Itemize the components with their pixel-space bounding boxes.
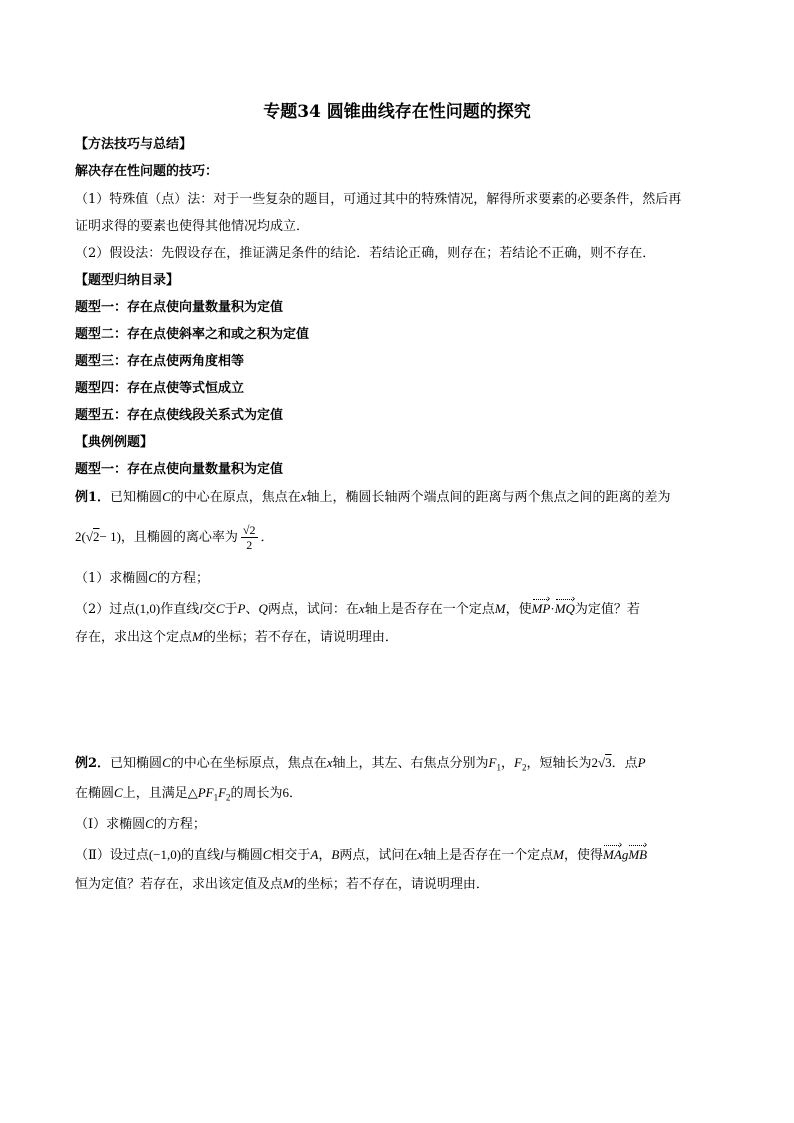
method-1-line-1: （1）特殊值（点）法：对于一些复杂的题目，可通过其中的特殊情况，解得所求要素的必要条件，然后再 xyxy=(75,192,682,207)
math-point: (−1,0) xyxy=(148,847,182,862)
text: 的直线 xyxy=(181,848,221,863)
text: ，使得 xyxy=(564,848,604,863)
example-1-label: 例1． xyxy=(75,490,111,505)
math-g: g xyxy=(621,847,629,862)
math-point: (1,0) xyxy=(135,601,161,616)
method-1-line-2: 证明求得的要素也使得其他情况均成立． xyxy=(75,219,310,234)
text: 轴上是否存在一个定点 xyxy=(364,602,495,617)
example-2-q1 xyxy=(75,815,206,834)
example-1-line-2 xyxy=(75,522,274,553)
subscript: 2 xyxy=(226,792,231,803)
type-item-1: 题型一：存在点使向量数量积为定值 xyxy=(75,300,284,315)
text: ，使 xyxy=(505,602,532,617)
text: 于 xyxy=(224,602,238,617)
math-C: C xyxy=(162,489,171,504)
text: 两点，试问在 xyxy=(339,848,418,863)
text: ， xyxy=(501,756,515,771)
math-two: 2 xyxy=(591,755,598,770)
example-2-line-2 xyxy=(75,784,302,807)
math-F: F xyxy=(218,785,227,800)
fraction-numerator: √2 xyxy=(242,523,256,537)
text: 两点，试问：在 xyxy=(267,602,359,617)
example-2-label: 例2． xyxy=(75,756,111,771)
example-2-line-1 xyxy=(75,754,646,777)
math-x: x xyxy=(326,755,333,770)
math-C: C xyxy=(114,785,123,800)
text: （2）过点 xyxy=(75,602,136,617)
subscript: 2 xyxy=(521,762,527,773)
eccentricity-fraction xyxy=(241,523,258,552)
math-radicand: 2 xyxy=(92,529,100,544)
subscript: 1 xyxy=(213,792,219,803)
math-F2: F xyxy=(514,755,522,770)
sqrt-symbol: √ xyxy=(597,755,606,770)
subscript: 1 xyxy=(496,762,501,773)
math-PF: PF xyxy=(197,785,214,800)
text: 轴上，其左、右焦点分别为 xyxy=(332,756,489,771)
text: ．点 xyxy=(611,756,638,771)
type-item-5: 题型五：存在点使线段关系式为定值 xyxy=(75,408,284,423)
text: 轴上，椭圆长轴两个端点间的距离与两个焦点之间的距离的差为 xyxy=(306,490,671,505)
example-1-q2 xyxy=(75,600,640,619)
math-M: M xyxy=(553,847,565,862)
example-1-q2-cont xyxy=(75,628,398,647)
catalog-header: 【题型归纳目录】 xyxy=(75,273,180,288)
fraction-denominator: 2 xyxy=(246,538,253,552)
text: 的周长为 xyxy=(230,786,283,801)
text: （Ⅰ）求椭圆 xyxy=(75,817,146,832)
text: ， xyxy=(318,848,332,863)
text: ． xyxy=(289,786,303,801)
text: 恒为定值？若存在，求出该定值及点 xyxy=(75,877,284,892)
vector-MQ: MQ xyxy=(554,601,575,616)
text: 、 xyxy=(245,602,259,617)
math-C: C xyxy=(148,570,157,585)
math-expr: 2( xyxy=(75,529,86,544)
text: ，且椭圆的离心率为 xyxy=(120,530,238,545)
math-M: M xyxy=(494,601,506,616)
math-P: P xyxy=(237,601,246,616)
example-2-q2-cont xyxy=(75,875,489,894)
math-C: C xyxy=(145,816,154,831)
vector-MP: MP xyxy=(531,601,551,616)
math-l: l xyxy=(199,601,203,616)
text: 的中心在原点，焦点在 xyxy=(170,490,301,505)
text: ，短轴长为 xyxy=(526,756,592,771)
math-F1: F xyxy=(488,755,497,770)
math-six: 6 xyxy=(282,785,290,800)
type-item-2: 题型二：存在点使斜率之和或之积为定值 xyxy=(75,327,310,342)
text: 的方程； xyxy=(156,571,209,586)
text: 已知椭圆 xyxy=(110,756,163,771)
math-radicand: 3 xyxy=(605,755,612,770)
text: 的方程； xyxy=(153,817,206,832)
text: 的坐标；若不存在，请说明理由． xyxy=(202,630,398,645)
math-B: B xyxy=(331,847,340,862)
text: （Ⅱ）设过点 xyxy=(75,848,149,863)
method-header: 【方法技巧与总结】 xyxy=(75,137,193,152)
math-A: A xyxy=(310,847,319,862)
method-intro: 解决存在性问题的技巧： xyxy=(75,164,219,179)
examples-header: 【典例例题】 xyxy=(75,435,154,450)
text: 的中心在坐标原点，焦点在 xyxy=(170,756,327,771)
math-x: x xyxy=(300,489,307,504)
type1-heading: 题型一：存在点使向量数量积为定值 xyxy=(75,462,284,477)
text: 已知椭圆 xyxy=(110,490,163,505)
text: 相交于 xyxy=(271,848,311,863)
vector-MB: MB xyxy=(628,847,648,862)
math-C: C xyxy=(215,601,225,616)
text: ． xyxy=(260,530,274,545)
math-l: l xyxy=(220,847,224,862)
math-expr: − 1) xyxy=(99,529,121,544)
text: 作直线 xyxy=(160,602,200,617)
text: 与椭圆 xyxy=(223,848,263,863)
math-C: C xyxy=(262,847,272,862)
type-item-4: 题型四：存在点使等式恒成立 xyxy=(75,381,245,396)
math-P: P xyxy=(637,755,646,770)
vector-MA: MA xyxy=(603,847,622,862)
sqrt-symbol: √ xyxy=(85,529,93,544)
math-x: x xyxy=(417,847,424,862)
example-1-line-1 xyxy=(75,488,671,507)
text: （1）求椭圆 xyxy=(75,571,149,586)
text: 交 xyxy=(202,602,216,617)
text: 的坐标；若不存在，请说明理由． xyxy=(293,877,489,892)
math-M: M xyxy=(192,629,203,644)
math-C: C xyxy=(162,755,171,770)
type-item-3: 题型三：存在点使两角度相等 xyxy=(75,354,245,369)
math-Q: Q xyxy=(258,601,268,616)
math-dot: · xyxy=(550,601,555,616)
math-M: M xyxy=(283,876,294,891)
example-1-q1 xyxy=(75,569,209,588)
text: 存在，求出这个定点 xyxy=(75,630,193,645)
page-title: 专题34 圆锥曲线存在性问题的探究 xyxy=(263,102,531,122)
math-x: x xyxy=(358,601,365,616)
text: 在椭圆 xyxy=(75,786,115,801)
text: 轴上是否存在一个定点 xyxy=(423,848,554,863)
text: 为定值？若 xyxy=(574,602,640,617)
method-2: （2）假设法：先假设存在，推证满足条件的结论．若结论正确，则存在；若结论不正确，则不存在． xyxy=(75,246,656,261)
text: 上，且满足△ xyxy=(122,786,198,801)
example-2-q2 xyxy=(75,846,647,865)
